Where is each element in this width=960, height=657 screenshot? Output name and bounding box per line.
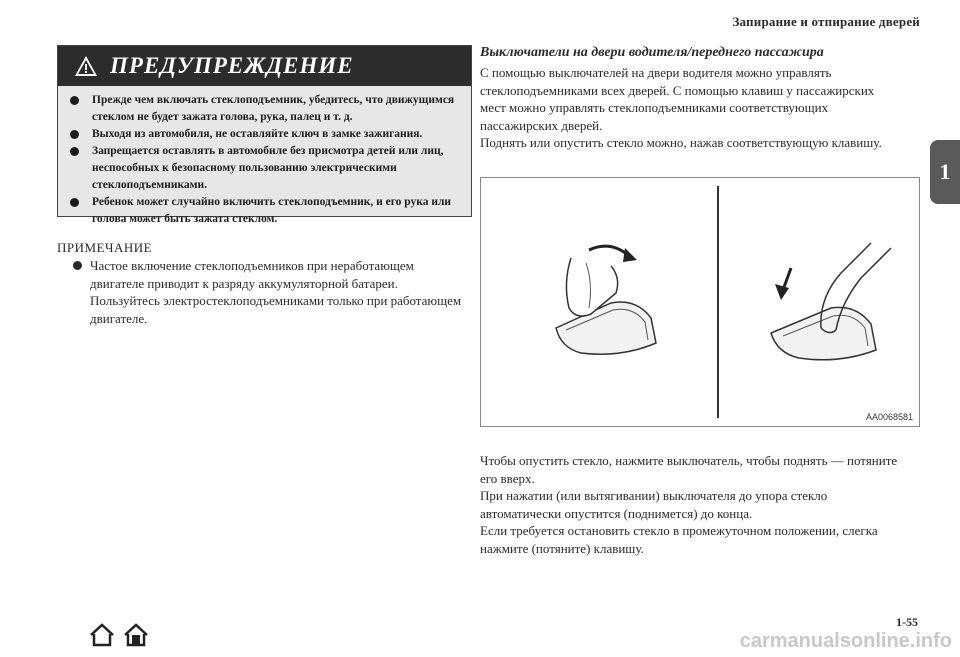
page-header-title: Запирание и отпирание дверей [732,14,920,29]
chapter-home-icon[interactable] [122,622,150,648]
warning-triangle-icon [74,55,98,77]
instruction-paragraph: Чтобы опустить стекло, нажмите выключатель, чтобы поднять — потяните его вверх. [480,453,898,486]
note-text: Частое включение стеклоподъемников при неработающем двигателе приводит к разряду аккумуляторной батареи. Пользуйтесь электростеклоподъемниками только при работающем двигателе. [90,258,462,326]
intro-text [480,64,900,152]
chapter-tab[interactable]: 1 [930,140,960,204]
illustration-figure [480,177,920,427]
note-body [73,257,468,327]
instruction-text [480,452,910,557]
warning-list [58,86,471,228]
warning-item: Запрещается оставлять в автомобиле без присмотра детей или лиц, неспособных к безопасному пользованию электрическими стеклоподъемниками. [68,143,459,194]
warning-title: ПРЕДУПРЕЖДЕНИЕ [110,53,354,78]
note-title: ПРИМЕЧАНИЕ [57,240,153,255]
instruction-paragraph: При нажатии (или вытягивании) выключателя до упора стекло автоматически опустится (поднимется) до конца. [480,488,828,521]
warning-header [58,46,471,86]
home-icon[interactable] [88,622,116,648]
page-number: 1-55 [896,615,918,629]
warning-item: Прежде чем включать стеклоподъемник, убедитесь, что движущимся стеклом не будет зажата голова, рука, палец и т. д. [68,92,459,126]
pull-switch-illustration-icon [541,238,691,358]
instruction-paragraph: Если требуется остановить стекло в промежуточном положении, слегка нажмите (потяните) клавишу. [480,523,878,556]
figure-divider [717,186,719,418]
navigation-icons [88,622,150,648]
figure-code: AA0068581 [865,412,913,422]
warning-item: Выходя из автомобиля, не оставляйте ключ в замке зажигания. [68,126,459,143]
warning-item: Ребенок может случайно включить стеклоподъемник, и его рука или голова может быть зажата стеклом. [68,194,459,228]
intro-paragraph: С помощью выключателей на двери водителя можно управлять стеклоподъемниками всех дверей. С помощью клавиш у пассажирских мест можно управлять стеклоподъемниками соответствующих пассажирских дверей. [480,65,875,133]
watermark: carmanualsonline.info [739,630,952,652]
section-title: Выключатели на двери водителя/переднего пассажира [480,45,824,60]
press-switch-illustration-icon [761,238,911,368]
warning-box [57,45,472,225]
bullet-icon [73,261,82,270]
intro-paragraph: Поднять или опустить стекло можно, нажав соответствующую клавишу. [480,135,882,150]
